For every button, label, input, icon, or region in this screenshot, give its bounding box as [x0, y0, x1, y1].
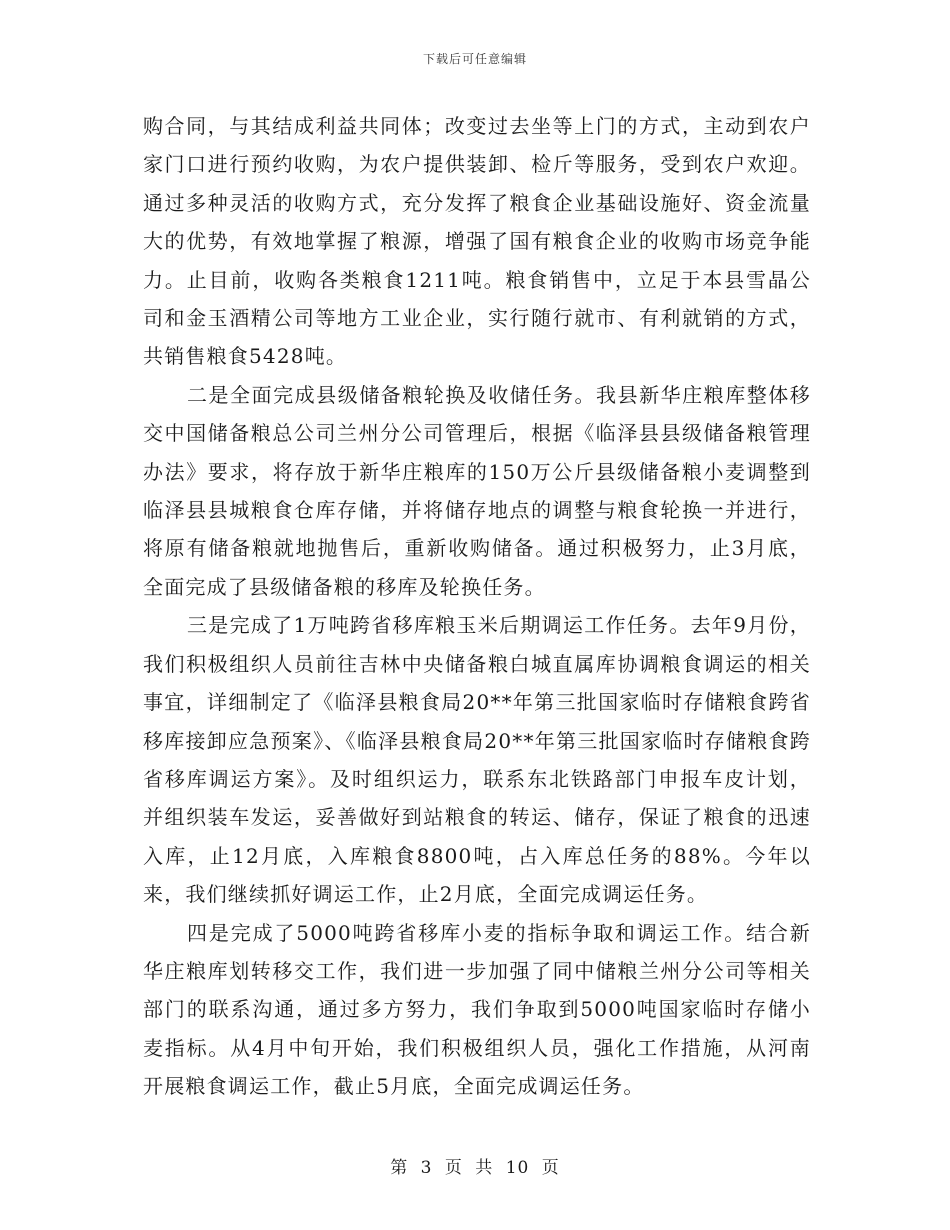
- paragraph-3: 三是完成了1万吨跨省移库粮玉米后期调运工作任务。去年9月份，我们积极组织人员前往吉林中央储备粮白城直属库协调粮食调运的相关事宜，详细制定了《临泽县粮食局20**年第三批国家临时存储粮食跨省移库接卸应急预案》、《临泽县粮食局20**年第三批国家临时存储粮食跨省移库调运方案》。及时组织运力，联系东北铁路部门申报车皮计划，并组织装车发运，妥善做好到站粮食的转运、储存，保证了粮食的迅速入库，止12月底，入库粮食8800吨，占入库总任务的88%。今年以来，我们继续抓好调运工作，止2月底，全面完成调运任务。: [143, 613, 811, 907]
- paragraph-4: 四是完成了5000吨跨省移库小麦的指标争取和调运工作。结合新华庄粮库划转移交工作，我们进一步加强了同中储粮兰州分公司等相关部门的联系沟通，通过多方努力，我们争取到5000吨国家临时存储小麦指标。从4月中旬开始，我们积极组织人员，强化工作措施，从河南开展粮食调运工作，截止5月底，全面完成调运任务。: [143, 920, 811, 1099]
- paragraph-1: 购合同，与其结成利益共同体；改变过去坐等上门的方式，主动到农户家门口进行预约收购，为农户提供装卸、检斤等服务，受到农户欢迎。通过多种灵活的收购方式，充分发挥了粮食企业基础设施好、资金流量大的优势，有效地掌握了粮源，增强了国有粮食企业的收购市场竞争能力。止目前，收购各类粮食1211吨。粮食销售中，立足于本县雪晶公司和金玉酒精公司等地方工业企业，实行随行就市、有利就销的方式，共销售粮食5428吨。: [143, 114, 811, 369]
- page-header: 下载后可任意编辑: [422, 52, 527, 66]
- document-body: [143, 107, 811, 1106]
- paragraph-2: 二是全面完成县级储备粮轮换及收储任务。我县新华庄粮库整体移交中国储备粮总公司兰州分公司管理后，根据《临泽县县级储备粮管理办法》要求，将存放于新华庄粮库的150万公斤县级储备粮小麦调整到临泽县县城粮食仓库存储，并将储存地点的调整与粮食轮换一并进行，将原有储备粮就地抛售后，重新收购储备。通过积极努力，止3月底，全面完成了县级储备粮的移库及轮换任务。: [143, 382, 811, 599]
- page-number-footer: 第 3 页 共 10 页: [390, 1158, 560, 1178]
